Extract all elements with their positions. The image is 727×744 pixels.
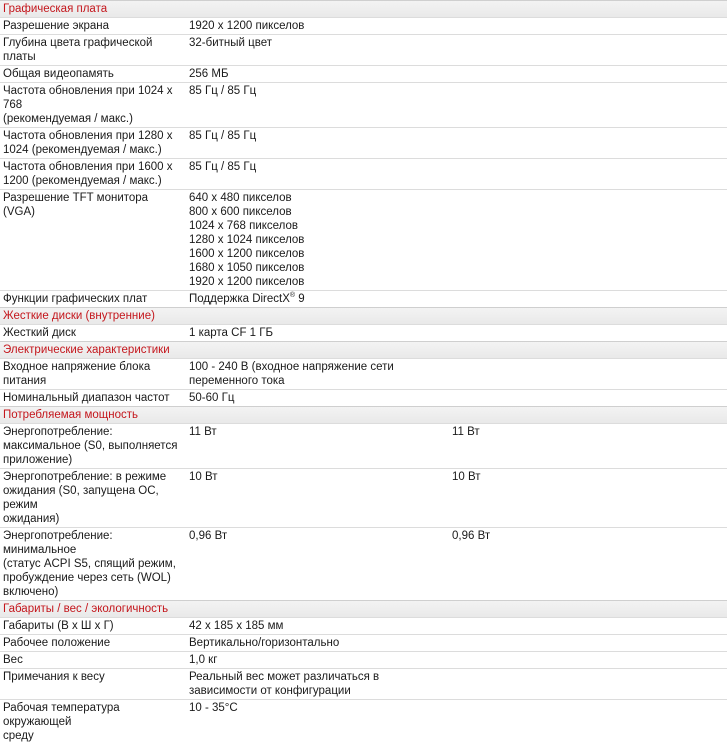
spec-row	[0, 358, 727, 389]
spec-label	[0, 669, 183, 699]
spec-label-line: Энергопотребление:	[3, 426, 113, 438]
spec-value-secondary	[448, 83, 727, 127]
spec-label	[0, 35, 183, 65]
spec-value-secondary	[448, 528, 727, 600]
spec-value	[183, 159, 448, 189]
spec-row	[0, 389, 727, 406]
spec-value	[183, 618, 448, 634]
spec-value-secondary	[448, 618, 727, 634]
spec-value-secondary	[448, 700, 727, 744]
section-title: Потребляемая мощность	[0, 406, 727, 423]
spec-label-line: питания	[3, 375, 47, 387]
spec-label	[0, 359, 183, 389]
spec-value-line	[189, 233, 448, 247]
section-title: Графическая плата	[0, 0, 727, 17]
spec-value-text: 1024 x 768 пикселов	[189, 220, 299, 232]
spec-value-secondary	[448, 652, 727, 668]
spec-value-suffix: 9	[295, 293, 305, 305]
spec-label-line: ожидания)	[3, 513, 60, 525]
spec-value-text: 1680 x 1050 пикселов	[189, 262, 305, 274]
spec-value-text: 1920 x 1200 пикселов	[189, 20, 305, 32]
spec-value	[183, 469, 448, 527]
spec-row	[0, 290, 727, 307]
spec-value-line	[189, 670, 448, 698]
section-title: Электрические характеристики	[0, 341, 727, 358]
spec-label-line: Разрешение экрана	[3, 20, 110, 32]
spec-label-line: Энергопотребление: в режиме	[3, 471, 167, 483]
spec-value	[183, 18, 448, 34]
spec-value-line	[189, 701, 448, 715]
spec-value-text: 1 карта CF 1 ГБ	[189, 327, 274, 339]
spec-label	[0, 618, 183, 634]
spec-row	[0, 127, 727, 158]
spec-label	[0, 700, 183, 744]
spec-label-line: Разрешение TFT монитора (VGA)	[3, 192, 149, 218]
spec-value-secondary	[448, 18, 727, 34]
spec-label-line: Частота обновления при 1024 x 768	[3, 85, 173, 111]
spec-value-line	[189, 219, 448, 233]
spec-label-line: Примечания к весу	[3, 671, 105, 683]
spec-value-text: 85 Гц / 85 Гц	[189, 161, 257, 173]
spec-row	[0, 189, 727, 290]
spec-value	[183, 700, 448, 744]
spec-label-line: среду	[3, 730, 34, 742]
spec-row	[0, 82, 727, 127]
spec-label	[0, 18, 183, 34]
spec-value-text: 1,0 кг	[189, 654, 218, 666]
section-title: Габариты / вес / экологичность	[0, 600, 727, 617]
spec-row	[0, 668, 727, 699]
spec-value-text: 10 - 35°C	[189, 702, 238, 714]
spec-label	[0, 424, 183, 468]
trademark-mark: ®	[289, 292, 296, 300]
spec-label-line: Частота обновления при 1280 x	[3, 130, 173, 142]
spec-label	[0, 291, 183, 307]
spec-label	[0, 83, 183, 127]
spec-value-secondary	[448, 190, 727, 290]
spec-label-line: (рекомендуемая / макс.)	[3, 113, 133, 125]
spec-value-secondary	[448, 325, 727, 341]
spec-value	[183, 390, 448, 406]
spec-value-line	[189, 275, 448, 289]
spec-row	[0, 324, 727, 341]
spec-value-line	[189, 160, 448, 174]
spec-value-line	[189, 261, 448, 275]
spec-value	[183, 190, 448, 290]
spec-value-line	[189, 326, 448, 340]
spec-label-line: ожидания (S0, запущена ОС, режим	[3, 485, 159, 511]
spec-value-secondary-line: 11 Вт	[452, 426, 480, 438]
spec-value-text: 1600 x 1200 пикселов	[189, 248, 305, 260]
spec-label-line: включено)	[3, 586, 59, 598]
spec-value-text: 32-битный цвет	[189, 37, 272, 49]
spec-value-secondary	[448, 159, 727, 189]
spec-label	[0, 528, 183, 600]
spec-row	[0, 468, 727, 527]
spec-value	[183, 83, 448, 127]
spec-label	[0, 635, 183, 651]
spec-value-line	[189, 529, 448, 543]
spec-label	[0, 128, 183, 158]
spec-value-line	[189, 470, 448, 484]
spec-value-secondary	[448, 291, 727, 307]
spec-value-secondary	[448, 424, 727, 468]
spec-value-line	[189, 84, 448, 98]
spec-value-secondary	[448, 390, 727, 406]
spec-value-secondary	[448, 359, 727, 389]
spec-row	[0, 34, 727, 65]
spec-value	[183, 35, 448, 65]
spec-label	[0, 469, 183, 527]
spec-value-text: Реальный вес может различаться в зависимости от конфигурации	[189, 671, 380, 697]
spec-label-line: пробуждение через сеть (WOL)	[3, 572, 171, 584]
spec-value-text: 1920 x 1200 пикселов	[189, 276, 305, 288]
spec-value-text: 11 Вт	[189, 426, 217, 438]
spec-value	[183, 359, 448, 389]
spec-value-line	[189, 619, 448, 633]
spec-label	[0, 190, 183, 290]
spec-label-line: максимальное (S0, выполняется	[3, 440, 178, 452]
spec-value	[183, 66, 448, 82]
spec-value-secondary	[448, 669, 727, 699]
spec-row	[0, 651, 727, 668]
spec-row	[0, 158, 727, 189]
spec-value	[183, 652, 448, 668]
spec-value-secondary	[448, 128, 727, 158]
section-title: Жесткие диски (внутренние)	[0, 307, 727, 324]
spec-value-line	[189, 425, 448, 439]
spec-row	[0, 423, 727, 468]
spec-value-text: 85 Гц / 85 Гц	[189, 130, 257, 142]
spec-row	[0, 17, 727, 34]
spec-row	[0, 65, 727, 82]
spec-value-secondary	[448, 469, 727, 527]
spec-row	[0, 617, 727, 634]
spec-value-text: 640 x 480 пикселов	[189, 192, 292, 204]
spec-value	[183, 528, 448, 600]
spec-label-line: Общая видеопамять	[3, 68, 114, 80]
spec-value-secondary	[448, 35, 727, 65]
spec-value-secondary-line: 0,96 Вт	[452, 530, 491, 542]
spec-label	[0, 159, 183, 189]
spec-value	[183, 669, 448, 699]
spec-label-line: Рабочая температура окружающей	[3, 702, 120, 728]
spec-value-line	[189, 391, 448, 405]
spec-label-line: Жесткий диск	[3, 327, 76, 339]
spec-value-line	[189, 36, 448, 50]
spec-value-text: Вертикально/горизонтально	[189, 637, 340, 649]
spec-value-line	[189, 19, 448, 33]
spec-value	[183, 424, 448, 468]
spec-value-text: 0,96 Вт	[189, 530, 228, 542]
spec-label-line: приложение)	[3, 454, 73, 466]
spec-value-line	[189, 360, 448, 388]
spec-value-text: 10 Вт	[189, 471, 218, 483]
spec-value-text: 100 - 240 В (входное напряжение сети переменного тока	[189, 361, 394, 387]
spec-value-secondary-line: 10 Вт	[452, 471, 481, 483]
spec-label-line: Вес	[3, 654, 23, 666]
spec-label-line: Функции графических плат	[3, 293, 148, 305]
spec-label-line: Частота обновления при 1600 x	[3, 161, 173, 173]
spec-label-line: 1200 (рекомендуемая / макс.)	[3, 175, 162, 187]
spec-value-text: 256 МБ	[189, 68, 229, 80]
spec-value-text: 800 x 600 пикселов	[189, 206, 292, 218]
spec-value-line	[189, 191, 448, 205]
spec-label	[0, 325, 183, 341]
spec-value-line	[189, 129, 448, 143]
spec-label-line: (статус ACPI S5, спящий режим,	[3, 558, 176, 570]
spec-label-line: Габариты (В x Ш x Г)	[3, 620, 114, 632]
spec-value	[183, 325, 448, 341]
spec-value-line	[189, 247, 448, 261]
spec-label-line: Энергопотребление: минимальное	[3, 530, 113, 556]
spec-value-line	[189, 653, 448, 667]
spec-value-secondary	[448, 635, 727, 651]
spec-value-text: Поддержка DirectX	[189, 293, 290, 305]
spec-value-line	[189, 67, 448, 81]
spec-label-line: Входное напряжение блока	[3, 361, 151, 373]
spec-value-text: 50-60 Гц	[189, 392, 235, 404]
spec-value	[183, 291, 448, 307]
spec-row	[0, 699, 727, 744]
spec-row	[0, 527, 727, 600]
spec-value-line	[189, 205, 448, 219]
spec-value-line	[189, 636, 448, 650]
spec-label	[0, 652, 183, 668]
spec-value-secondary	[448, 66, 727, 82]
spec-label	[0, 66, 183, 82]
spec-label	[0, 390, 183, 406]
spec-label-line: Номинальный диапазон частот	[3, 392, 170, 404]
spec-value-text: 85 Гц / 85 Гц	[189, 85, 257, 97]
spec-value	[183, 128, 448, 158]
spec-value	[183, 635, 448, 651]
spec-label-line: 1024 (рекомендуемая / макс.)	[3, 144, 162, 156]
spec-label-line: Рабочее положение	[3, 637, 111, 649]
spec-value-text: 42 x 185 x 185 мм	[189, 620, 284, 632]
spec-row	[0, 634, 727, 651]
spec-value-line	[189, 292, 448, 306]
spec-value-text: 1280 x 1024 пикселов	[189, 234, 305, 246]
spec-label-line: Глубина цвета графической платы	[3, 37, 153, 63]
